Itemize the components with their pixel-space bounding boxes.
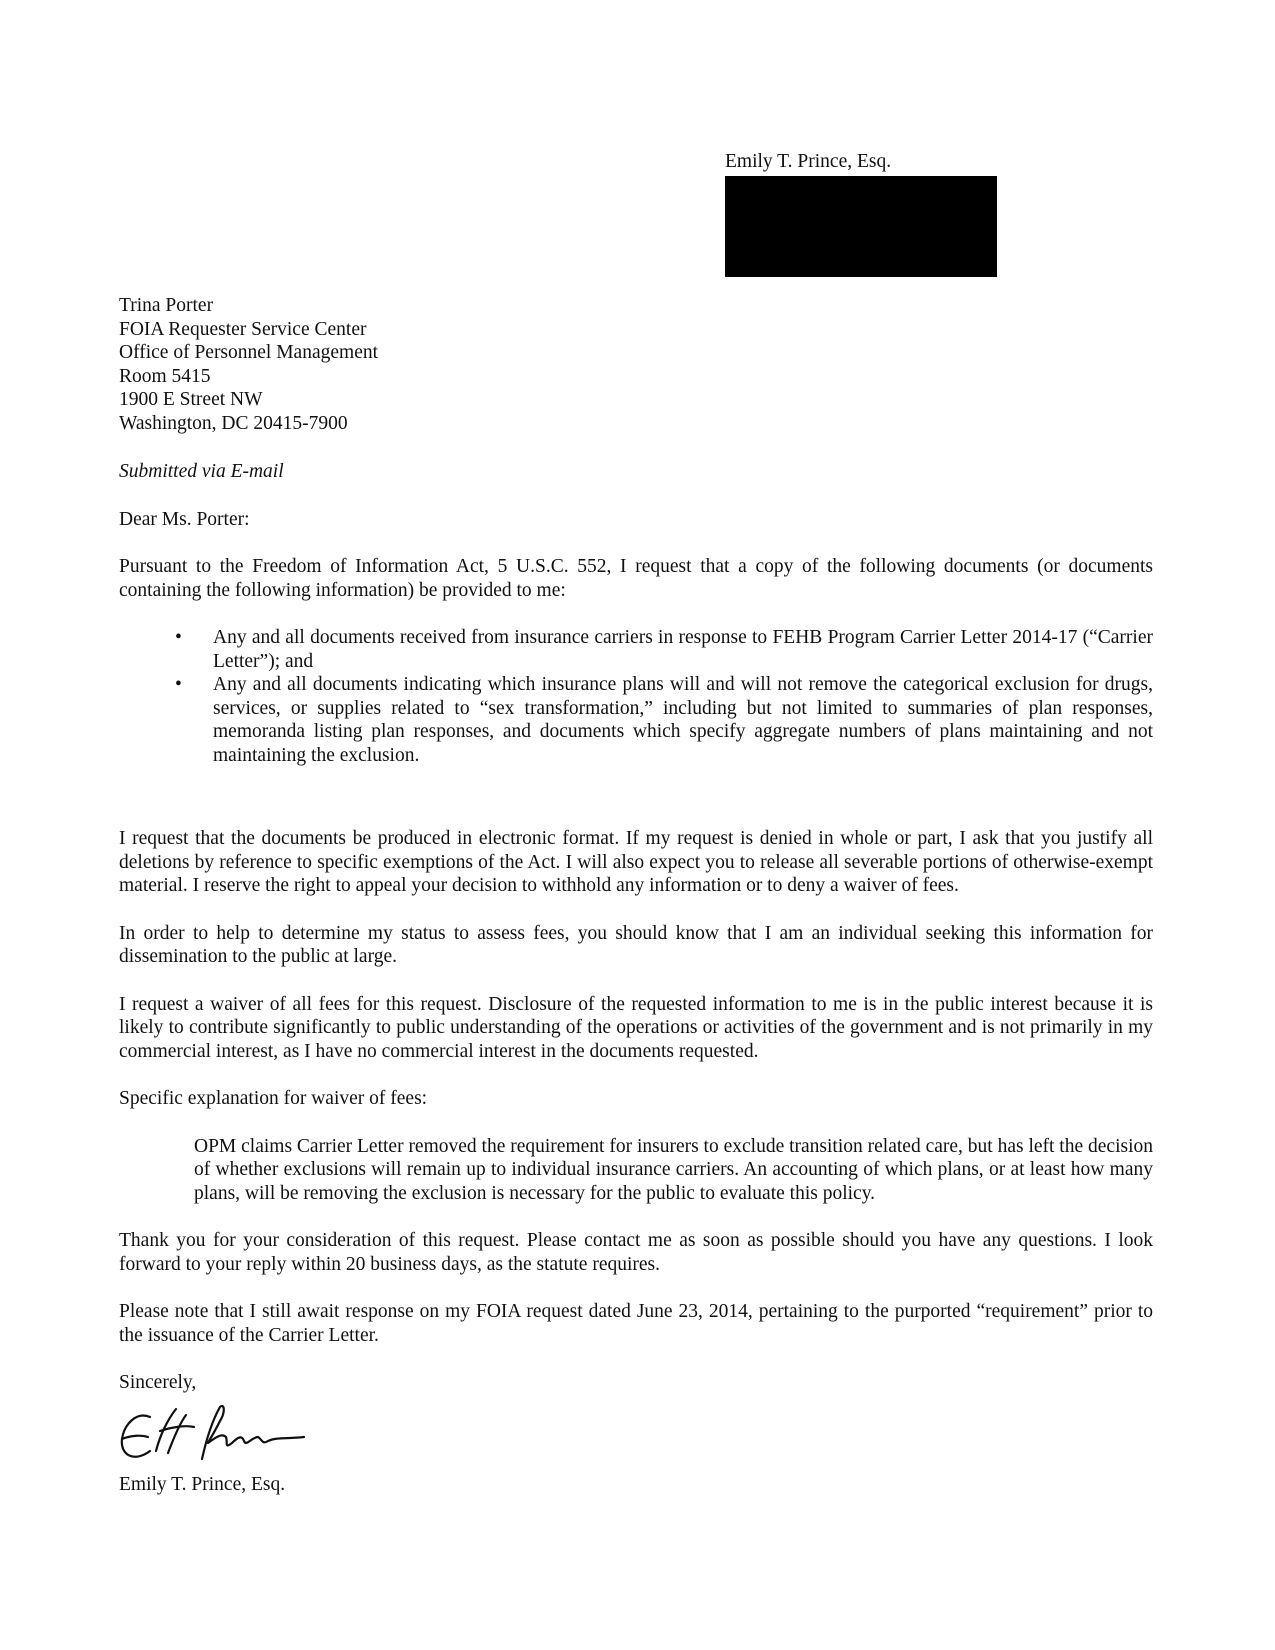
sender-name: Emily T. Prince, Esq. — [725, 151, 892, 172]
recipient-line: FOIA Requester Service Center — [119, 318, 367, 340]
list-item — [175, 673, 1153, 767]
redacted-sender-address — [725, 176, 997, 277]
thanks-paragraph: Thank you for your consideration of this request. Please contact me as soon as possible should you have any questions. I look forward to your reply within 20 business days, as the statute requires. — [119, 1230, 1153, 1275]
delivery-method: Submitted via E-mail — [119, 461, 284, 482]
note-paragraph: Please note that I still await response on my FOIA request dated June 23, 2014, pertaining to the purported “requirement” prior to the issuance of the Carrier Letter. — [119, 1301, 1153, 1346]
salutation: Dear Ms. Porter: — [119, 508, 250, 530]
bullet-icon: • — [175, 627, 182, 648]
request-text: Any and all documents received from insurance carriers in response to FEHB Program Carrier Letter 2014-17 (“Carrier Letter”); and — [213, 627, 1153, 672]
request-text: Any and all documents indicating which insurance plans will and will not remove the categorical exclusion for drugs, services, or supplies related to “sex transformation,” including but not limited to summaries of plan responses, memoranda listing plan responses, and documents which specify aggregate numbers of plans maintaining and not maintaining the exclusion. — [213, 674, 1153, 766]
waiver-explanation: OPM claims Carrier Letter removed the requirement for insurers to exclude transition related care, but has left the decision of whether exclusions will remain up to individual insurance carriers. An accounting of which plans, or at least how many plans, will be removing the exclusion is necessary for the public to evaluate this policy. — [194, 1135, 1153, 1204]
request-list — [119, 626, 1153, 767]
intro-paragraph: Pursuant to the Freedom of Information Act, 5 U.S.C. 552, I request that a copy of the following documents (or documents containing the following information) be provided to me: — [119, 556, 1153, 601]
letter-body — [119, 460, 1153, 1496]
signer-name: Emily T. Prince, Esq. — [119, 1473, 286, 1495]
status-paragraph: In order to help to determine my status to assess fees, you should know that I am an individual seeking this information for dissemination to the public at large. — [119, 922, 1153, 967]
signature-icon — [116, 1397, 316, 1469]
recipient-address — [119, 294, 378, 435]
list-item — [175, 626, 1153, 673]
closing: Sincerely, — [119, 1372, 197, 1393]
recipient-line: Washington, DC 20415-7900 — [119, 412, 348, 434]
bullet-icon: • — [175, 674, 182, 695]
format-paragraph: I request that the documents be produced in electronic format. If my request is denied in whole or part, I ask that you justify all deletions by reference to specific exemptions of the Act. I will also expect you to release all severable portions of otherwise-exempt material. I reserve the right to appeal your decision to withhold any information or to deny a waiver of fees. — [119, 828, 1153, 896]
recipient-line: Office of Personnel Management — [119, 342, 379, 363]
recipient-line: 1900 E Street NW — [119, 389, 263, 410]
recipient-line: Trina Porter — [119, 295, 214, 316]
waiver-paragraph: I request a waiver of all fees for this request. Disclosure of the requested information to me is in the public interest because it is likely to contribute significantly to public understanding of the operations or activities of the government and is not primarily in my commercial interest, as I have no commercial interest in the documents requested. — [119, 993, 1153, 1062]
recipient-line: Room 5415 — [119, 365, 211, 387]
waiver-heading: Specific explanation for waiver of fees: — [119, 1088, 428, 1109]
